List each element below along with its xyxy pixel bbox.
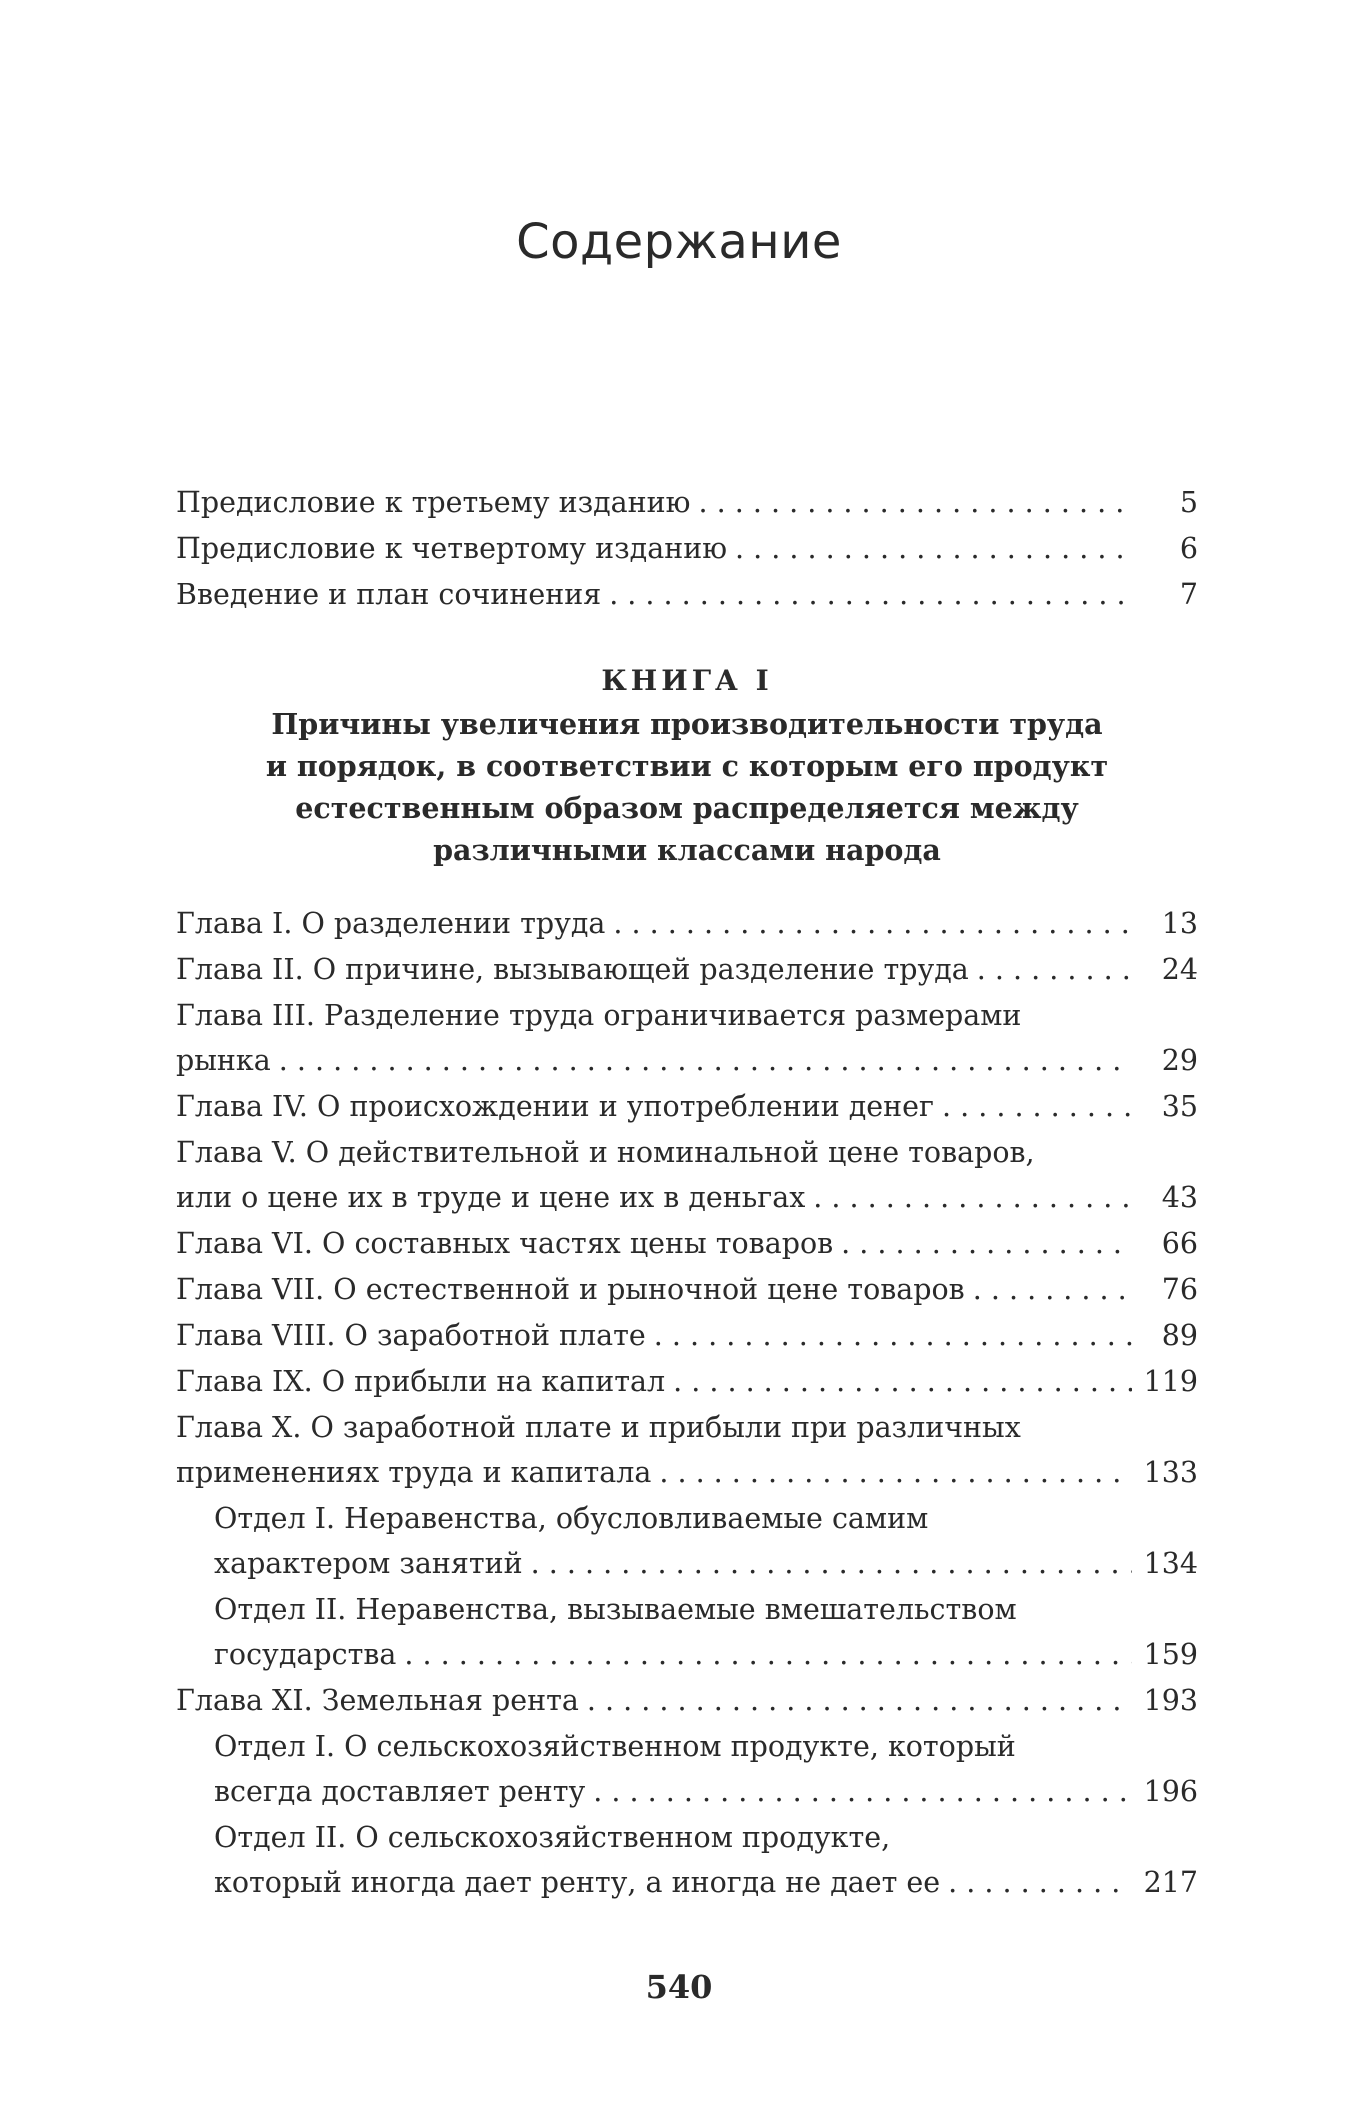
toc-entry-page: 24 [1161, 953, 1198, 986]
toc-subentry[interactable] [176, 1587, 1198, 1677]
page-title: Содержание [516, 214, 842, 270]
toc-entry-page: 159 [1143, 1638, 1198, 1671]
front-matter-list [176, 480, 1198, 617]
dot-leader [735, 526, 1132, 571]
toc-entry-title: Отдел II. О сельскохозяйственном продукте, [214, 1821, 891, 1854]
dot-leader [841, 1221, 1132, 1266]
toc-entry-title: характером занятий [214, 1547, 523, 1580]
dot-leader [609, 572, 1132, 617]
toc-entry-title: Глава III. Разделение труда ограничивается размерами [176, 999, 1022, 1032]
toc-entry-title: который иногда дает ренту, а иногда не дает ее [214, 1866, 941, 1899]
toc-entry-page: 29 [1161, 1044, 1198, 1077]
toc-entry-page: 7 [1179, 578, 1198, 611]
toc-entry[interactable] [176, 480, 1198, 525]
toc-entry-page: 89 [1161, 1319, 1198, 1352]
toc-entry-title: Глава I. О разделении труда [176, 907, 606, 940]
toc-entry[interactable] [176, 1313, 1198, 1358]
book-title-line: Причины увеличения производительности труда [271, 707, 1103, 741]
dot-leader [698, 480, 1132, 525]
toc-entry-title: Отдел I. О сельскохозяйственном продукте, который [214, 1730, 1016, 1763]
toc-entry-title: Предисловие к третьему изданию [176, 486, 691, 519]
chapter-list [176, 901, 1198, 1905]
toc-entry-title: Глава VI. О составных частях цены товаров [176, 1227, 834, 1260]
table-of-contents [176, 480, 1198, 1906]
book-label: КНИГА I [601, 664, 773, 697]
toc-entry-title: Предисловие к четвертому изданию [176, 532, 728, 565]
toc-entry-page: 217 [1143, 1866, 1198, 1899]
toc-entry-page: 193 [1143, 1684, 1198, 1717]
toc-entry[interactable] [176, 947, 1198, 992]
dot-leader [654, 1313, 1132, 1358]
dot-leader [948, 1860, 1132, 1905]
toc-entry-title: государства [214, 1638, 397, 1671]
toc-entry-page: 196 [1143, 1775, 1198, 1808]
dot-leader [404, 1632, 1132, 1677]
dot-leader [813, 1175, 1132, 1220]
dot-leader [659, 1450, 1132, 1495]
toc-entry-page: 43 [1161, 1181, 1198, 1214]
book-title-line: и порядок, в соответствии с которым его продукт [265, 749, 1109, 783]
toc-entry-page: 133 [1143, 1456, 1198, 1489]
toc-entry-title: Глава VII. О естественной и рыночной цене товаров [176, 1273, 965, 1306]
dot-leader [279, 1038, 1132, 1083]
toc-entry-title: Отдел I. Неравенства, обусловливаемые самим [214, 1502, 929, 1535]
toc-entry-title: Глава X. О заработной плате и прибыли при различных [176, 1411, 1021, 1444]
toc-entry-title: Глава V. О действительной и номинальной цене товаров, [176, 1136, 1035, 1169]
book-title-line: естественным образом распределяется между [295, 791, 1079, 825]
toc-entry-page: 35 [1161, 1090, 1198, 1123]
book-heading [176, 659, 1198, 871]
dot-leader [613, 901, 1132, 946]
toc-entry[interactable] [176, 1130, 1198, 1220]
toc-entry[interactable] [176, 1405, 1198, 1495]
dot-leader [531, 1541, 1132, 1586]
book-title-line: различными классами народа [433, 833, 941, 867]
toc-entry[interactable] [176, 1084, 1198, 1129]
toc-entry-title: Глава VIII. О заработной плате [176, 1319, 646, 1352]
toc-entry-title: применениях труда и капитала [176, 1456, 652, 1489]
toc-subentry[interactable] [176, 1815, 1198, 1905]
toc-entry-page: 6 [1179, 532, 1198, 565]
toc-entry[interactable] [176, 1267, 1198, 1312]
toc-entry-page: 5 [1179, 486, 1198, 519]
toc-entry-title: Отдел II. Неравенства, вызываемые вмешательством [214, 1593, 1017, 1626]
dot-leader [587, 1678, 1132, 1723]
toc-entry-page: 13 [1161, 907, 1198, 940]
toc-entry[interactable] [176, 572, 1198, 617]
toc-entry[interactable] [176, 1359, 1198, 1404]
toc-entry-title: Глава II. О причине, вызывающей разделение труда [176, 953, 969, 986]
toc-entry-title: Глава IX. О прибыли на капитал [176, 1365, 666, 1398]
toc-entry[interactable] [176, 1678, 1198, 1723]
toc-entry-title: всегда доставляет ренту [214, 1775, 586, 1808]
toc-entry-page: 76 [1161, 1273, 1198, 1306]
dot-leader [942, 1084, 1132, 1129]
toc-entry-title: или о цене их в труде и цене их в деньгах [176, 1181, 806, 1214]
toc-entry[interactable] [176, 901, 1198, 946]
dot-leader [977, 947, 1132, 992]
toc-entry-page: 134 [1143, 1547, 1198, 1580]
toc-subentry[interactable] [176, 1496, 1198, 1586]
toc-entry-page: 119 [1143, 1365, 1198, 1398]
toc-entry[interactable] [176, 993, 1198, 1083]
dot-leader [673, 1359, 1132, 1404]
toc-subentry[interactable] [176, 1724, 1198, 1814]
dot-leader [973, 1267, 1132, 1312]
toc-entry[interactable] [176, 1221, 1198, 1266]
toc-entry[interactable] [176, 526, 1198, 571]
toc-entry-title: Глава XI. Земельная рента [176, 1684, 579, 1717]
toc-entry-title: Глава IV. О происхождении и употреблении денег [176, 1090, 934, 1123]
toc-entry-title: Введение и план сочинения [176, 578, 602, 611]
page-number: 540 [645, 1968, 713, 2006]
toc-entry-title: рынка [176, 1044, 271, 1077]
dot-leader [593, 1769, 1132, 1814]
toc-entry-page: 66 [1161, 1227, 1198, 1260]
